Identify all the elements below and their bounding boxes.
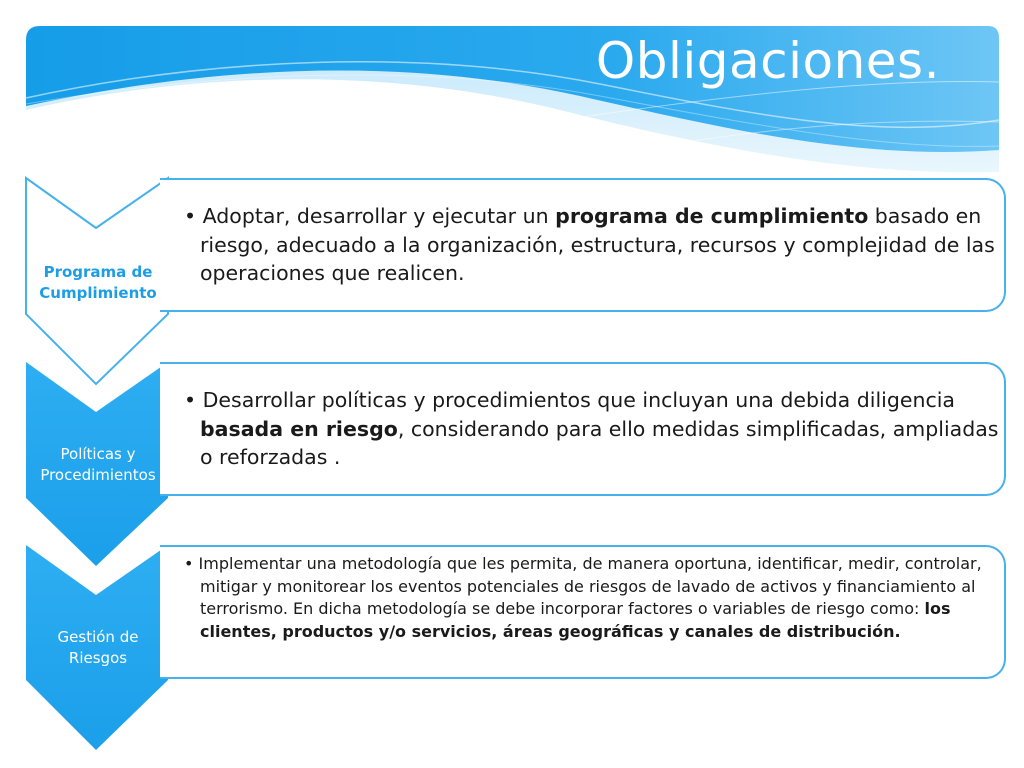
content-panel-programa-cumplimiento — [160, 178, 1006, 312]
content-panel-gestion-riesgos — [160, 545, 1006, 679]
panel-bullet-text — [184, 202, 1006, 288]
slide-title: Obligaciones. — [595, 32, 940, 90]
chevron-label-line: Programa de — [43, 263, 153, 281]
text-segment: Desarrollar políticas y procedimientos que incluyan una debida diligencia — [202, 388, 955, 412]
bullet-marker: • — [184, 554, 199, 573]
chevron-label-line: Gestión de — [57, 628, 139, 646]
content-panel-politicas-procedimientos — [160, 362, 1006, 496]
chevron-label-line: Políticas y — [60, 445, 136, 463]
chevron-label-line: Riesgos — [68, 649, 128, 667]
panel-bullet-text — [184, 386, 1006, 472]
chevron-label-line: Procedimientos — [40, 466, 156, 484]
bullet-marker: • — [184, 388, 203, 412]
text-segment: Implementar una metodología que les permita, de manera oportuna, identificar, medir, controlar, mitigar y monitorear los eventos potenciales de riesgos de lavado de activos y financiamiento al terrorismo. En dicha metodología se debe incorporar factores o variables de riesgo como: — [198, 554, 982, 618]
text-segment: basado en riesgo, adecuado a la organización, estructura, recursos y complejidad de las operaciones que realicen. — [200, 204, 995, 285]
text-segment-bold: los clientes, productos y/o servicios, áreas geográficas y canales de distribución. — [200, 599, 951, 641]
chevron-label-gestion-riesgos — [26, 627, 170, 669]
text-segment-bold: basada en riesgo — [200, 416, 398, 441]
chevron-label-programa-cumplimiento — [26, 262, 170, 304]
text-segment: , considerando para ello medidas simplificadas, ampliadas o reforzadas . — [200, 416, 999, 469]
panel-bullet-text — [184, 553, 1010, 643]
chevron-label-line: Cumplimiento — [39, 284, 157, 302]
text-segment-bold: programa de cumplimiento — [555, 204, 869, 228]
text-segment: Adoptar, desarrollar y ejecutar un — [202, 204, 556, 228]
chevron-label-politicas-procedimientos — [26, 444, 170, 486]
bullet-marker: • — [184, 204, 203, 228]
